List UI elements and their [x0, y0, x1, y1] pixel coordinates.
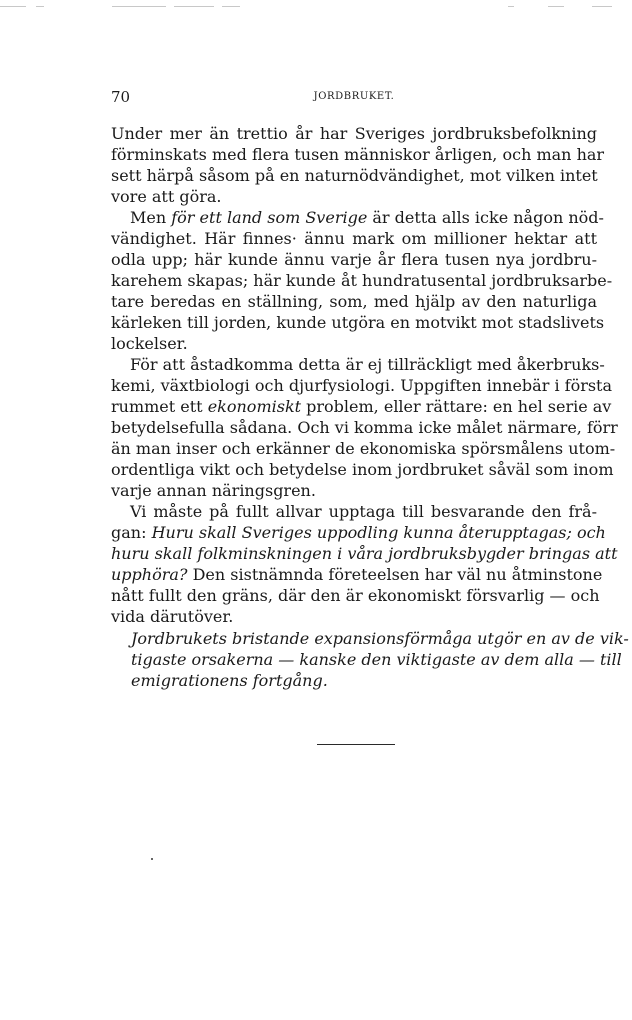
text-run: rummet ett — [111, 397, 208, 416]
text-run: Den sistnämnda företeelsen har väl nu åtminstone — [187, 565, 603, 584]
text-line — [111, 249, 597, 270]
section-divider — [317, 744, 395, 745]
text-line — [111, 396, 612, 417]
text-run: gan: — [111, 523, 152, 542]
running-head: JORDBRUKET. — [313, 91, 395, 102]
text-run: kärleken till jorden, kunde utgöra en motvikt mot stadslivets — [111, 313, 605, 332]
text-run: vida därutöver. — [111, 607, 234, 626]
text-line — [111, 312, 605, 333]
text-run: odla upp; här kunde ännu varje år flera tusen nya jordbru- — [111, 250, 597, 269]
emphasis-text: huru skall folkminskningen i våra jordbruksbygder bringas att — [111, 544, 618, 563]
text-run: vore att göra. — [111, 187, 222, 206]
emphasis-text: ekonomiskt — [207, 397, 302, 416]
emphasis-text: för ett land som Sverige — [171, 208, 368, 227]
text-line — [111, 354, 605, 375]
text-line — [111, 270, 613, 291]
conclusion-paragraph — [131, 628, 629, 691]
text-run: kemi, växtbiologi och djurfysiologi. Uppgiften innebär i första — [111, 376, 613, 395]
text-line — [111, 438, 616, 459]
text-line — [111, 585, 600, 606]
text-run: sett härpå såsom på en naturnödvändighet, mot vilken intet — [111, 166, 598, 185]
text-run: nått fullt den gräns, där den är ekonomiskt försvarlig — och — [111, 586, 600, 605]
text-run: lockelser. — [111, 334, 188, 353]
text-line — [111, 333, 597, 354]
text-run: vändighet. Här finnes· ännu mark om millioner hektar att — [111, 229, 597, 248]
text-line — [111, 186, 597, 207]
page-header — [111, 88, 597, 108]
text-line — [111, 480, 597, 501]
text-line — [111, 207, 604, 228]
text-line — [111, 522, 606, 543]
text-line — [111, 291, 597, 312]
text-run: varje annan näringsgren. — [111, 481, 316, 500]
text-line — [111, 417, 618, 438]
text-line — [111, 165, 597, 186]
conclusion-line: Jordbrukets bristande expansionsförmåga utgör en av de vik- — [131, 629, 629, 648]
text-run: För att åstadkomma detta är ej tillräckligt med åkerbruks- — [130, 355, 605, 374]
text-run: ordentliga vikt och betydelse inom jordbruket såväl som inom — [111, 460, 614, 479]
scan-speck — [151, 858, 153, 860]
emphasis-text: Huru skall Sveriges uppodling kunna återupptagas; och — [151, 523, 606, 542]
body-text — [111, 123, 618, 627]
text-line — [111, 501, 597, 522]
text-run: Men — [130, 208, 172, 227]
text-run: problem, eller rättare: en hel serie av — [301, 397, 612, 416]
text-run: är detta alls icke någon nöd- — [367, 208, 604, 227]
emphasis-text: upphöra? — [111, 565, 188, 584]
text-line — [111, 564, 603, 585]
scan-edge-marks — [0, 4, 632, 10]
text-line — [111, 123, 597, 144]
text-run: betydelsefulla sådana. Och vi komma icke målet närmare, förr — [111, 418, 618, 437]
text-run: Under mer än trettio år har Sveriges jordbruksbefolkning — [111, 124, 597, 143]
text-run: Vi måste på fullt allvar upptaga till besvarande den frå- — [130, 502, 597, 521]
text-line — [111, 606, 597, 627]
conclusion-line: emigrationens fortgång. — [131, 671, 328, 690]
text-line — [111, 144, 605, 165]
text-line — [111, 459, 614, 480]
text-run: karehem skapas; här kunde åt hundratusental jordbruksarbe- — [111, 271, 613, 290]
text-line — [111, 375, 613, 396]
text-line — [111, 228, 597, 249]
text-run: tare beredas en ställning, som, med hjälp av den naturliga — [111, 292, 597, 311]
text-run: förminskats med flera tusen människor årligen, och man har — [111, 145, 605, 164]
conclusion-line: tigaste orsakerna — kanske den viktigaste av dem alla — till — [131, 650, 622, 669]
page-number: 70 — [111, 88, 131, 106]
text-run: än man inser och erkänner de ekonomiska spörsmålens utom- — [111, 439, 616, 458]
text-line — [111, 543, 618, 564]
